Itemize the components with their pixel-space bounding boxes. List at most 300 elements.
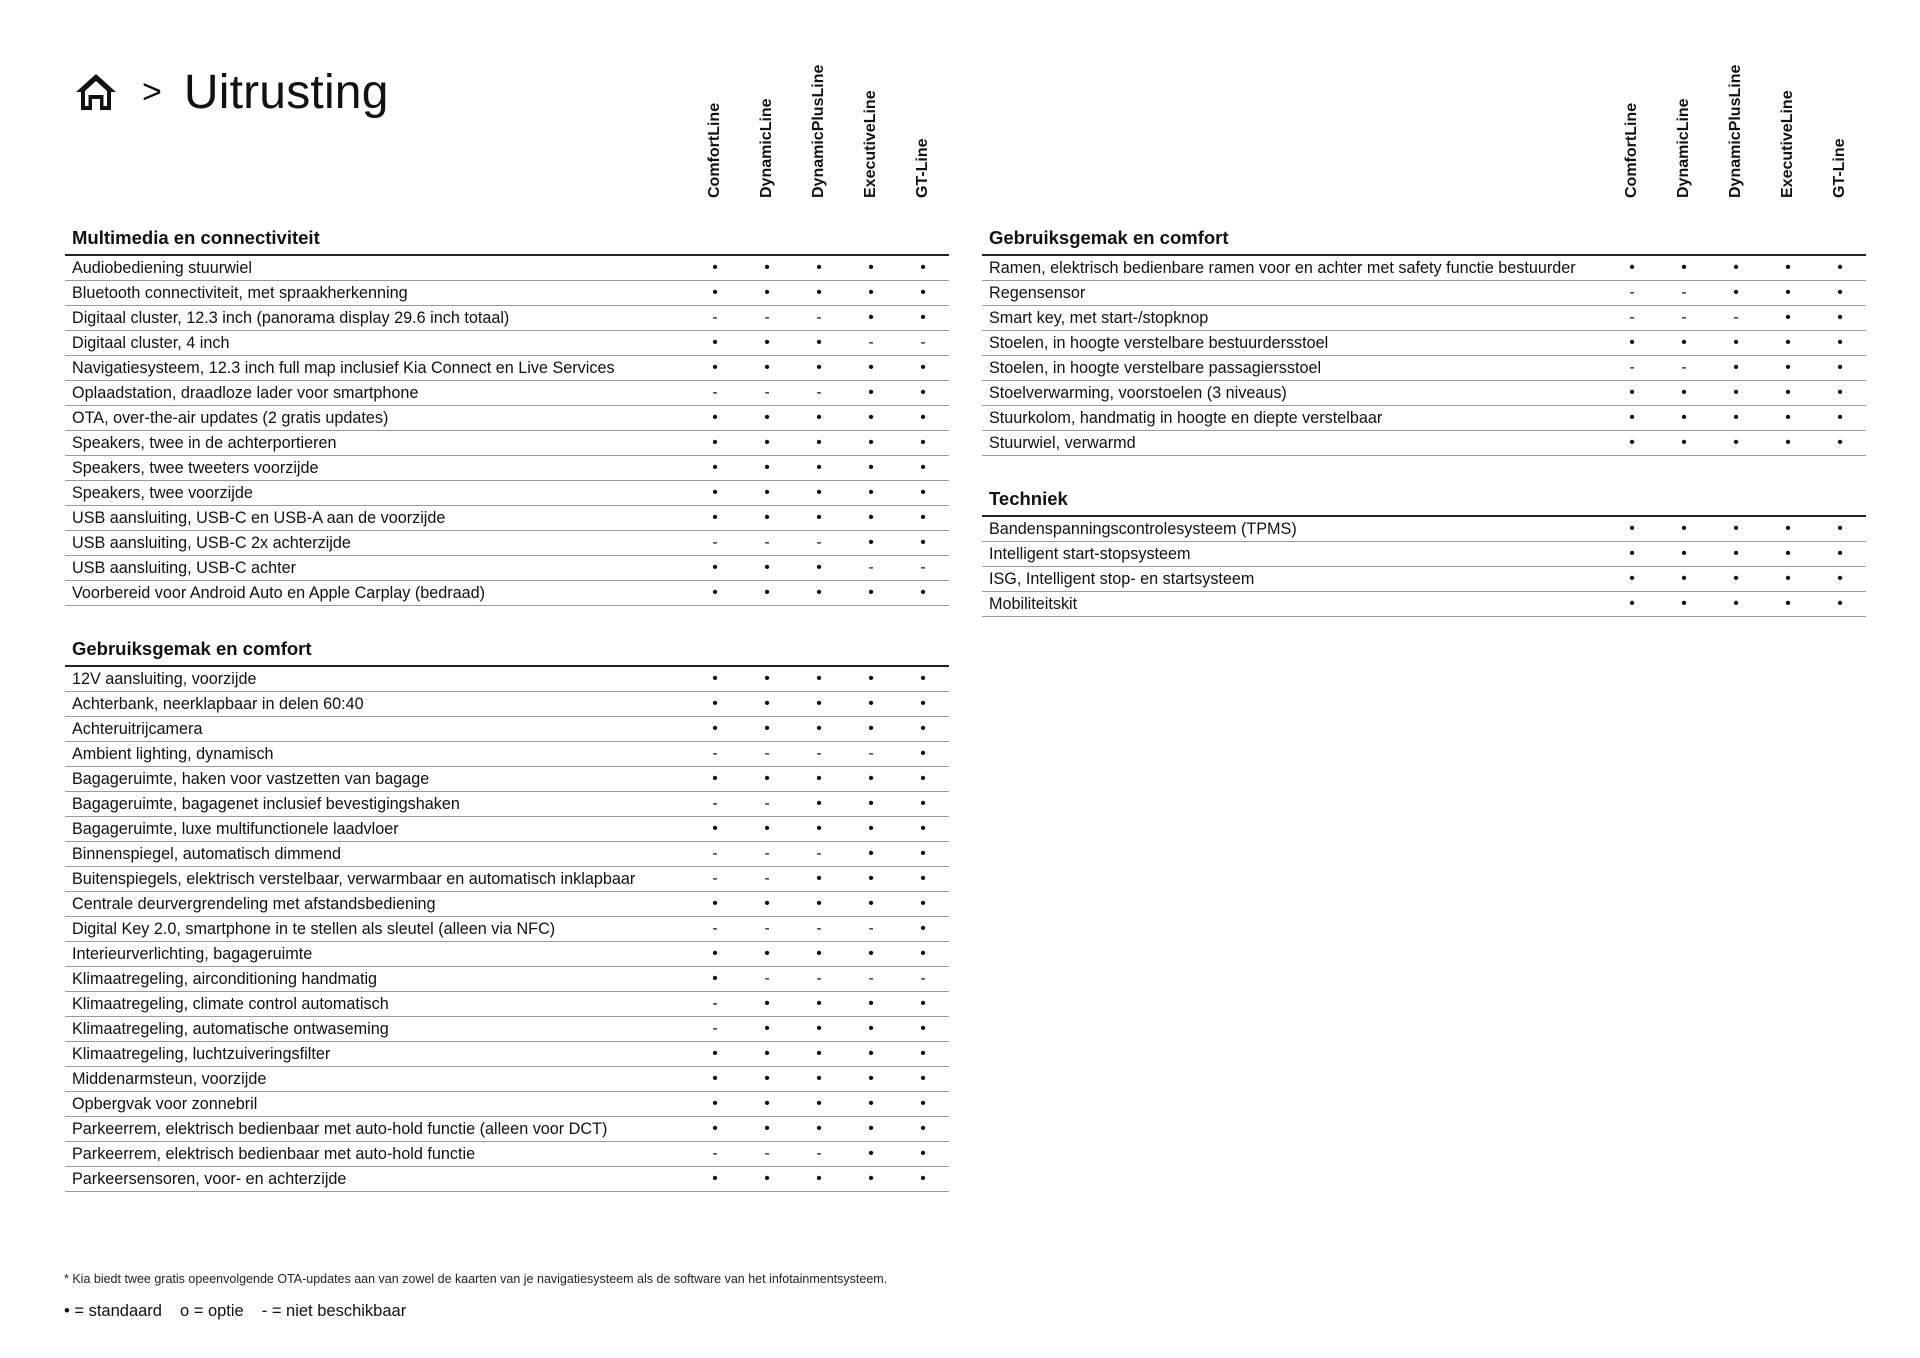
- standard-cell: •: [764, 284, 770, 301]
- standard-cell: •: [1733, 384, 1739, 401]
- standard-cell: •: [1681, 259, 1687, 276]
- row-label: Klimaatregeling, automatische ontwaseming: [72, 1020, 389, 1038]
- column-header-label: GT-Line: [1831, 138, 1848, 198]
- standard-cell: •: [712, 1095, 718, 1112]
- standard-cell: •: [868, 484, 874, 501]
- table-row: [65, 306, 949, 331]
- standard-cell: •: [764, 334, 770, 351]
- standard-cell: •: [1733, 359, 1739, 376]
- standard-cell: •: [920, 509, 926, 526]
- not-available-cell: -: [816, 309, 822, 326]
- table-row: [65, 281, 949, 306]
- not-available-cell: -: [764, 1145, 770, 1162]
- row-label: Centrale deurvergrendeling met afstandsbediening: [72, 895, 436, 913]
- not-available-cell: -: [1629, 359, 1635, 376]
- standard-cell: •: [1629, 259, 1635, 276]
- section-spacer: [65, 606, 949, 631]
- row-label: OTA, over-the-air updates (2 gratis updates): [72, 409, 389, 427]
- standard-cell: •: [868, 359, 874, 376]
- not-available-cell: -: [816, 745, 822, 762]
- standard-cell: •: [816, 284, 822, 301]
- standard-cell: •: [1837, 309, 1843, 326]
- standard-cell: •: [868, 820, 874, 837]
- standard-cell: •: [1681, 384, 1687, 401]
- table-row: [982, 517, 1866, 542]
- not-available-cell: -: [712, 845, 718, 862]
- table-row: [982, 592, 1866, 617]
- row-label: Navigatiesysteem, 12.3 inch full map inclusief Kia Connect en Live Services: [72, 359, 615, 377]
- standard-cell: •: [1681, 520, 1687, 537]
- standard-cell: •: [816, 945, 822, 962]
- table-row: [982, 381, 1866, 406]
- row-label: USB aansluiting, USB-C en USB-A aan de voorzijde: [72, 509, 446, 527]
- not-available-cell: -: [868, 334, 874, 351]
- standard-cell: •: [816, 1020, 822, 1037]
- section-title: Gebruiksgemak en comfort: [65, 631, 949, 667]
- standard-cell: •: [1629, 545, 1635, 562]
- standard-cell: •: [712, 670, 718, 687]
- standard-cell: •: [1837, 334, 1843, 351]
- standard-cell: •: [1629, 409, 1635, 426]
- standard-cell: •: [764, 409, 770, 426]
- standard-cell: •: [1837, 409, 1843, 426]
- row-label: USB aansluiting, USB-C achter: [72, 559, 297, 577]
- not-available-cell: -: [712, 920, 718, 937]
- standard-cell: •: [764, 695, 770, 712]
- standard-cell: •: [712, 409, 718, 426]
- standard-cell: •: [1785, 570, 1791, 587]
- table-row: [982, 281, 1866, 306]
- legend-standard: • = standaard: [64, 1302, 162, 1320]
- not-available-cell: -: [920, 334, 926, 351]
- standard-cell: •: [868, 1070, 874, 1087]
- standard-cell: •: [1681, 409, 1687, 426]
- standard-cell: •: [920, 845, 926, 862]
- row-label: Parkeersensoren, voor- en achterzijde: [72, 1170, 347, 1188]
- standard-cell: •: [920, 1020, 926, 1037]
- standard-cell: •: [868, 284, 874, 301]
- table-row: [65, 842, 949, 867]
- standard-cell: •: [1785, 384, 1791, 401]
- footnote: * Kia biedt twee gratis opeenvolgende OTA-updates aan van zowel de kaarten van je navigatiesysteem als de software van het infotainmentsysteem.: [64, 1272, 888, 1286]
- standard-cell: •: [1785, 545, 1791, 562]
- row-label: Stoelen, in hoogte verstelbare bestuurdersstoel: [989, 334, 1329, 352]
- standard-cell: •: [920, 995, 926, 1012]
- row-label: Buitenspiegels, elektrisch verstelbaar, verwarmbaar en automatisch inklapbaar: [72, 870, 636, 888]
- standard-cell: •: [920, 745, 926, 762]
- not-available-cell: -: [712, 995, 718, 1012]
- standard-cell: •: [764, 945, 770, 962]
- column-header-label: DynamicPlusLine: [1727, 64, 1744, 198]
- standard-cell: •: [712, 359, 718, 376]
- not-available-cell: -: [816, 1145, 822, 1162]
- standard-cell: •: [764, 584, 770, 601]
- table-row: [982, 542, 1866, 567]
- standard-cell: •: [764, 559, 770, 576]
- standard-cell: •: [868, 259, 874, 276]
- standard-cell: •: [920, 795, 926, 812]
- standard-cell: •: [1629, 434, 1635, 451]
- not-available-cell: -: [1629, 284, 1635, 301]
- table-row: [65, 1042, 949, 1067]
- standard-cell: •: [712, 484, 718, 501]
- standard-cell: •: [764, 359, 770, 376]
- standard-cell: •: [868, 409, 874, 426]
- standard-cell: •: [1837, 595, 1843, 612]
- standard-cell: •: [1733, 409, 1739, 426]
- table-row: [65, 256, 949, 281]
- standard-cell: •: [868, 870, 874, 887]
- table-row: [65, 692, 949, 717]
- standard-cell: •: [868, 534, 874, 551]
- not-available-cell: -: [816, 970, 822, 987]
- breadcrumb-separator: >: [142, 72, 162, 111]
- standard-cell: •: [1681, 545, 1687, 562]
- standard-cell: •: [920, 309, 926, 326]
- standard-cell: •: [816, 820, 822, 837]
- table-row: [65, 331, 949, 356]
- row-label: Smart key, met start-/stopknop: [989, 309, 1209, 327]
- standard-cell: •: [920, 695, 926, 712]
- standard-cell: •: [1733, 284, 1739, 301]
- standard-cell: •: [1629, 334, 1635, 351]
- row-label: 12V aansluiting, voorzijde: [72, 670, 257, 688]
- standard-cell: •: [816, 670, 822, 687]
- row-label: Digital Key 2.0, smartphone in te stellen als sleutel (alleen via NFC): [72, 920, 556, 938]
- row-label: Voorbereid voor Android Auto en Apple Carplay (bedraad): [72, 584, 486, 602]
- column-header-label: DynamicLine: [758, 98, 775, 198]
- row-label: Speakers, twee tweeters voorzijde: [72, 459, 319, 477]
- row-label: Achterbank, neerklapbaar in delen 60:40: [72, 695, 364, 713]
- table-row: [65, 456, 949, 481]
- table-row: [65, 481, 949, 506]
- row-label: Klimaatregeling, luchtzuiveringsfilter: [72, 1045, 331, 1063]
- standard-cell: •: [764, 259, 770, 276]
- table-row: [65, 1017, 949, 1042]
- standard-cell: •: [1785, 309, 1791, 326]
- legend: [64, 1302, 406, 1321]
- not-available-cell: -: [712, 1020, 718, 1037]
- standard-cell: •: [712, 770, 718, 787]
- standard-cell: •: [1785, 259, 1791, 276]
- standard-cell: •: [764, 1095, 770, 1112]
- standard-cell: •: [868, 670, 874, 687]
- row-label: Audiobediening stuurwiel: [72, 259, 252, 277]
- standard-cell: •: [868, 1145, 874, 1162]
- table-row: [65, 792, 949, 817]
- table-row: [65, 506, 949, 531]
- standard-cell: •: [1733, 334, 1739, 351]
- not-available-cell: -: [764, 795, 770, 812]
- standard-cell: •: [1785, 284, 1791, 301]
- standard-cell: •: [764, 1170, 770, 1187]
- standard-cell: •: [712, 945, 718, 962]
- table-row: [65, 381, 949, 406]
- table-row: [65, 967, 949, 992]
- not-available-cell: -: [816, 384, 822, 401]
- right-column-headers: [0, 64, 1920, 220]
- standard-cell: •: [1733, 570, 1739, 587]
- standard-cell: •: [712, 459, 718, 476]
- legend-option: o = optie: [179, 1302, 244, 1320]
- standard-cell: •: [816, 509, 822, 526]
- not-available-cell: -: [1681, 309, 1687, 326]
- standard-cell: •: [764, 1045, 770, 1062]
- standard-cell: •: [764, 484, 770, 501]
- row-label: Bandenspanningscontrolesysteem (TPMS): [989, 520, 1297, 538]
- table-row: [65, 717, 949, 742]
- table-row: [65, 1167, 949, 1192]
- standard-cell: •: [920, 1170, 926, 1187]
- row-label: Digitaal cluster, 12.3 inch (panorama display 29.6 inch totaal): [72, 309, 510, 327]
- not-available-cell: -: [920, 559, 926, 576]
- table-row: [65, 942, 949, 967]
- row-label: Klimaatregeling, airconditioning handmatig: [72, 970, 378, 988]
- not-available-cell: -: [920, 970, 926, 987]
- column-header: [1710, 64, 1762, 220]
- table-row: [65, 742, 949, 767]
- standard-cell: •: [920, 920, 926, 937]
- row-label: Parkeerrem, elektrisch bedienbaar met auto-hold functie (alleen voor DCT): [72, 1120, 608, 1138]
- standard-cell: •: [920, 584, 926, 601]
- not-available-cell: -: [816, 534, 822, 551]
- standard-cell: •: [868, 434, 874, 451]
- standard-cell: •: [712, 584, 718, 601]
- table-row: [982, 567, 1866, 592]
- table-row: [65, 406, 949, 431]
- standard-cell: •: [868, 584, 874, 601]
- standard-cell: •: [1629, 520, 1635, 537]
- standard-cell: •: [920, 434, 926, 451]
- standard-cell: •: [712, 820, 718, 837]
- column-header: [1606, 70, 1658, 220]
- standard-cell: •: [868, 945, 874, 962]
- standard-cell: •: [1681, 595, 1687, 612]
- standard-cell: •: [920, 484, 926, 501]
- standard-cell: •: [920, 945, 926, 962]
- standard-cell: •: [920, 1145, 926, 1162]
- standard-cell: •: [920, 384, 926, 401]
- standard-cell: •: [712, 1120, 718, 1137]
- standard-cell: •: [1733, 595, 1739, 612]
- standard-cell: •: [764, 670, 770, 687]
- standard-cell: •: [1629, 570, 1635, 587]
- column-header: [1762, 70, 1814, 220]
- standard-cell: •: [920, 409, 926, 426]
- standard-cell: •: [1785, 359, 1791, 376]
- standard-cell: •: [1733, 520, 1739, 537]
- row-label: ISG, Intelligent stop- en startsysteem: [989, 570, 1255, 588]
- column-header: [1658, 70, 1710, 220]
- section-title: Multimedia en connectiviteit: [65, 220, 949, 256]
- not-available-cell: -: [712, 309, 718, 326]
- row-label: Interieurverlichting, bagageruimte: [72, 945, 313, 963]
- not-available-cell: -: [1629, 309, 1635, 326]
- standard-cell: •: [920, 534, 926, 551]
- table-row: [65, 556, 949, 581]
- standard-cell: •: [712, 559, 718, 576]
- standard-cell: •: [764, 1070, 770, 1087]
- table-row: [982, 431, 1866, 456]
- row-label: Mobiliteitskit: [989, 595, 1078, 613]
- column-header: [1814, 70, 1866, 220]
- standard-cell: •: [816, 995, 822, 1012]
- standard-cell: •: [764, 1120, 770, 1137]
- row-label: Intelligent start-stopsysteem: [989, 545, 1191, 563]
- standard-cell: •: [868, 1020, 874, 1037]
- standard-cell: •: [816, 334, 822, 351]
- table-row: [65, 767, 949, 792]
- standard-cell: •: [920, 1045, 926, 1062]
- standard-cell: •: [1837, 284, 1843, 301]
- row-label: Ambient lighting, dynamisch: [72, 745, 274, 763]
- standard-cell: •: [712, 970, 718, 987]
- standard-cell: •: [712, 895, 718, 912]
- row-label: Speakers, twee voorzijde: [72, 484, 253, 502]
- not-available-cell: -: [868, 559, 874, 576]
- standard-cell: •: [764, 820, 770, 837]
- not-available-cell: -: [764, 534, 770, 551]
- standard-cell: •: [712, 695, 718, 712]
- table-row: [65, 431, 949, 456]
- standard-cell: •: [1785, 520, 1791, 537]
- standard-cell: •: [816, 409, 822, 426]
- page-title: Uitrusting: [183, 65, 389, 119]
- standard-cell: •: [868, 795, 874, 812]
- row-label: Achteruitrijcamera: [72, 720, 203, 738]
- not-available-cell: -: [764, 745, 770, 762]
- not-available-cell: -: [712, 1145, 718, 1162]
- standard-cell: •: [712, 434, 718, 451]
- standard-cell: •: [868, 1095, 874, 1112]
- not-available-cell: -: [868, 745, 874, 762]
- column-header-label: ComfortLine: [1623, 102, 1640, 198]
- standard-cell: •: [1785, 434, 1791, 451]
- column-header-label: ComfortLine: [706, 102, 723, 198]
- standard-cell: •: [1629, 384, 1635, 401]
- standard-cell: •: [1837, 259, 1843, 276]
- not-available-cell: -: [764, 970, 770, 987]
- not-available-cell: -: [764, 384, 770, 401]
- standard-cell: •: [920, 720, 926, 737]
- row-label: Digitaal cluster, 4 inch: [72, 334, 230, 352]
- row-label: Parkeerrem, elektrisch bedienbaar met auto-hold functie: [72, 1145, 476, 1163]
- standard-cell: •: [712, 509, 718, 526]
- table-row: [982, 406, 1866, 431]
- standard-cell: •: [816, 1095, 822, 1112]
- row-label: Klimaatregeling, climate control automatisch: [72, 995, 389, 1013]
- standard-cell: •: [920, 1070, 926, 1087]
- standard-cell: •: [816, 1170, 822, 1187]
- standard-cell: •: [764, 895, 770, 912]
- standard-cell: •: [712, 1070, 718, 1087]
- table-row: [65, 992, 949, 1017]
- column-header-label: ExecutiveLine: [1779, 90, 1796, 198]
- not-available-cell: -: [712, 795, 718, 812]
- section-title: Gebruiksgemak en comfort: [982, 220, 1866, 256]
- standard-cell: •: [868, 1045, 874, 1062]
- standard-cell: •: [816, 259, 822, 276]
- not-available-cell: -: [1681, 284, 1687, 301]
- legend-not-available: - = niet beschikbaar: [261, 1302, 407, 1320]
- standard-cell: •: [816, 895, 822, 912]
- row-label: Bagageruimte, bagagenet inclusief bevestigingshaken: [72, 795, 460, 813]
- standard-cell: •: [816, 484, 822, 501]
- table-row: [65, 1067, 949, 1092]
- standard-cell: •: [816, 584, 822, 601]
- standard-cell: •: [1837, 384, 1843, 401]
- row-label: USB aansluiting, USB-C 2x achterzijde: [72, 534, 351, 552]
- standard-cell: •: [868, 309, 874, 326]
- standard-cell: •: [816, 359, 822, 376]
- not-available-cell: -: [712, 534, 718, 551]
- standard-cell: •: [1785, 334, 1791, 351]
- standard-cell: •: [920, 870, 926, 887]
- row-label: Opbergvak voor zonnebril: [72, 1095, 258, 1113]
- not-available-cell: -: [816, 920, 822, 937]
- not-available-cell: -: [868, 920, 874, 937]
- standard-cell: •: [1733, 434, 1739, 451]
- standard-cell: •: [868, 695, 874, 712]
- right-equipment-table: [982, 220, 1866, 617]
- standard-cell: •: [920, 820, 926, 837]
- standard-cell: •: [764, 995, 770, 1012]
- table-row: [65, 356, 949, 381]
- column-header-label: ExecutiveLine: [862, 90, 879, 198]
- standard-cell: •: [868, 384, 874, 401]
- standard-cell: •: [920, 284, 926, 301]
- row-label: Oplaadstation, draadloze lader voor smartphone: [72, 384, 419, 402]
- row-label: Bluetooth connectiviteit, met spraakherkenning: [72, 284, 408, 302]
- standard-cell: •: [712, 259, 718, 276]
- standard-cell: •: [1681, 334, 1687, 351]
- table-row: [982, 331, 1866, 356]
- standard-cell: •: [868, 895, 874, 912]
- standard-cell: •: [920, 459, 926, 476]
- standard-cell: •: [1785, 595, 1791, 612]
- standard-cell: •: [764, 720, 770, 737]
- standard-cell: •: [712, 334, 718, 351]
- table-row: [65, 1117, 949, 1142]
- table-row: [65, 1142, 949, 1167]
- standard-cell: •: [868, 459, 874, 476]
- row-label: Bagageruimte, luxe multifunctionele laadvloer: [72, 820, 399, 838]
- not-available-cell: -: [712, 745, 718, 762]
- standard-cell: •: [712, 1045, 718, 1062]
- table-row: [65, 667, 949, 692]
- table-row: [65, 1092, 949, 1117]
- left-equipment-table: [65, 220, 949, 1192]
- standard-cell: •: [868, 845, 874, 862]
- standard-cell: •: [712, 720, 718, 737]
- not-available-cell: -: [1733, 309, 1739, 326]
- not-available-cell: -: [712, 870, 718, 887]
- standard-cell: •: [1785, 409, 1791, 426]
- standard-cell: •: [920, 359, 926, 376]
- table-row: [65, 531, 949, 556]
- column-header-label: DynamicPlusLine: [810, 64, 827, 198]
- standard-cell: •: [920, 670, 926, 687]
- standard-cell: •: [1629, 595, 1635, 612]
- table-row: [982, 356, 1866, 381]
- row-label: Stoelverwarming, voorstoelen (3 niveaus): [989, 384, 1287, 402]
- not-available-cell: -: [764, 845, 770, 862]
- row-label: Binnenspiegel, automatisch dimmend: [72, 845, 342, 863]
- standard-cell: •: [764, 509, 770, 526]
- section-title: Techniek: [982, 481, 1866, 517]
- standard-cell: •: [764, 770, 770, 787]
- standard-cell: •: [816, 795, 822, 812]
